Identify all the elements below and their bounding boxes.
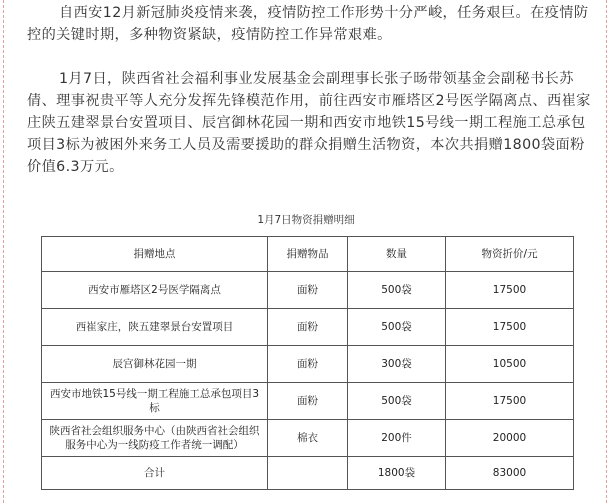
header-quantity: 数量 (348, 237, 446, 272)
header-item: 捐赠物品 (268, 237, 348, 272)
cell-value: 10500 (446, 346, 574, 383)
cell-location: 西安市地铁15号线一期工程施工总承包项目3标 (42, 383, 268, 420)
cell-quantity: 500袋 (348, 272, 446, 309)
total-value: 83000 (446, 457, 574, 490)
cell-value: 17500 (446, 309, 574, 346)
cell-quantity: 500袋 (348, 309, 446, 346)
cell-location: 西安市雁塔区2号医学隔离点 (42, 272, 268, 309)
cell-value: 20000 (446, 420, 574, 457)
cell-item: 面粉 (268, 272, 348, 309)
cell-location: 陕西省社会组织服务中心（由陕西省社会组织服务中心为一线防疫工作者统一调配） (42, 420, 268, 457)
total-label: 合计 (42, 457, 268, 490)
table-row (42, 383, 574, 420)
cell-quantity: 200件 (348, 420, 446, 457)
table-row (42, 420, 574, 457)
cell-item: 棉衣 (268, 420, 348, 457)
table-row (42, 346, 574, 383)
cell-item: 面粉 (268, 383, 348, 420)
cell-item: 面粉 (268, 309, 348, 346)
table-total-row (42, 457, 574, 490)
cell-item: 面粉 (268, 346, 348, 383)
table-row (42, 309, 574, 346)
paragraph-donation: 1月7日，陕西省社会福利事业发展基金会副理事长张子旸带领基金会副秘书长苏倩、理事祝贵平等人充分发挥先锋模范作用，前往西安市雁塔区2号医学隔离点、西崔家庄陕五建翠景台安置项目、辰宫御林花园一期和西安市地铁15号线一期工程施工总承包项目3标为被困外来务工人员及需要援助的群众捐赠生活物资，本次共捐赠1800袋面粉价值6.3万元。 (27, 71, 591, 175)
cell-location: 西崔家庄，陕五建翠景台安置项目 (42, 309, 268, 346)
cell-value: 17500 (446, 383, 574, 420)
header-location: 捐赠地点 (42, 237, 268, 272)
table-row (42, 272, 574, 309)
header-value: 物资折价/元 (446, 237, 574, 272)
cell-location: 辰宫御林花园一期 (42, 346, 268, 383)
cell-quantity: 500袋 (348, 383, 446, 420)
total-quantity: 1800袋 (348, 457, 446, 490)
cell-value: 17500 (446, 272, 574, 309)
table-header-row (42, 237, 574, 272)
cell-quantity: 300袋 (348, 346, 446, 383)
total-item (268, 457, 348, 490)
table-caption: 1月7日物资捐赠明细 (257, 214, 355, 226)
paragraph-intro: 自西安12月新冠肺炎疫情来袭，疫情防控工作形势十分严峻，任务艰巨。在疫情防控的关键时期，多种物资紧缺，疫情防控工作异常艰难。 (27, 5, 589, 43)
donation-table (41, 236, 574, 490)
